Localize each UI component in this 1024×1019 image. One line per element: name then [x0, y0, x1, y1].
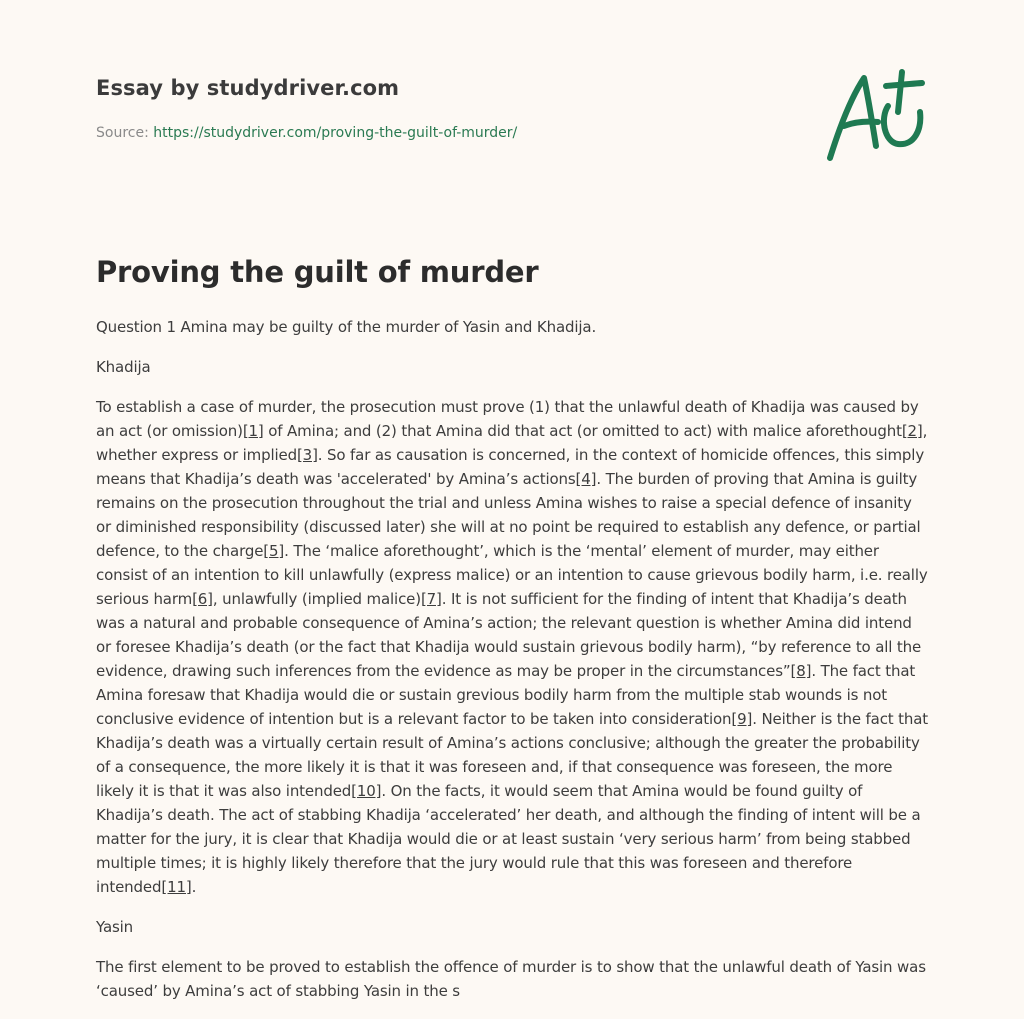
footnote-ref-8[interactable]: [8] — [790, 662, 812, 680]
footnote-ref-4[interactable]: [4] — [575, 470, 597, 488]
footnote-ref-6[interactable]: [6] — [192, 590, 213, 608]
a-plus-logo-icon — [822, 66, 930, 166]
source-line — [96, 125, 517, 141]
footnote-ref-11[interactable]: [11] — [161, 878, 192, 896]
footnote-ref-9[interactable]: [9] — [731, 710, 753, 728]
page-title: Proving the guilt of murder — [96, 255, 539, 289]
essay-body — [96, 315, 928, 1019]
khadija-paragraph: To establish a case of murder, the prosecution must prove (1) that the unlawful death of Khadija was caused by an act (or omission)[1] of Amina; and (2) that Amina did that act (or omitted to act) with malice aforethought[2], whether express or implied[3]. So far as causation is concerned, in the context of homicide offences, this simply means that Khadija’s death was 'accelerated' by Amina’s actions[4]. The burden of proving that Amina is guilty remains on the prosecution throughout the trial and unless Amina wishes to raise a special defence of insanity or diminished responsibility (discussed later) she will at no point be required to establish any defence, or partial defence, to the charge[5]. The ‘malice aforethought’, which is the ‘mental’ element of murder, may either consist of an intention to kill unlawfully (express malice) or an intention to cause grievous bodily harm, i.e. really serious harm[6], unlawfully (implied malice)[7]. It is not sufficient for the finding of intent that Khadija’s death was a natural and probable consequence of Amina’s action; the relevant question is whether Amina did intend or foresee Khadija’s death (or the fact that Khadija would sustain grievous bodily harm), “by reference to all the evidence, drawing such inferences from the evidence as may be proper in the circumstances”[8]. The fact that Amina foresaw that Khadija would die or sustain grevious bodily harm from the multiple stab wounds is not conclusive evidence of intention but is a relevant factor to be taken into consideration[9]. Neither is the fact that Khadija’s death was a virtually certain result of Amina’s actions conclusive; although the greater the probability of a consequence, the more likely it is that it was foreseen and, if that consequence was foreseen, the more likely it is that it was also intended[10]. On the facts, it would seem that Amina would be found guilty of Khadija’s death. The act of stabbing Khadija ‘accelerated’ her death, and although the finding of intent will be a matter for the jury, it is clear that Khadija would die or at least sustain ‘very serious harm’ from being stabbed multiple times; it is highly likely therefore that the jury would rule that this was foreseen and therefore intended[11]. — [96, 398, 929, 896]
source-label: Source: — [96, 125, 149, 141]
yasin-paragraph: The first element to be proved to establish the offence of murder is to show that the unlawful death of Yasin was ‘caused’ by Amina’s act of stabbing Yasin in the s — [96, 958, 926, 1000]
footnote-ref-1[interactable]: [1] — [242, 422, 264, 440]
essay-by-heading: Essay by studydriver.com — [96, 76, 400, 100]
footnote-ref-3[interactable]: [3] — [296, 446, 318, 464]
footnote-ref-10[interactable]: [10] — [351, 782, 382, 800]
intro-paragraph: Question 1 Amina may be guilty of the murder of Yasin and Khadija. — [96, 318, 597, 336]
source-link[interactable]: https://studydriver.com/proving-the-guilt-of-murder/ — [153, 125, 518, 141]
footnote-ref-7[interactable]: [7] — [420, 590, 442, 608]
a-plus-logo — [822, 66, 930, 166]
khadija-heading: Khadija — [96, 358, 151, 376]
footnote-ref-2[interactable]: [2] — [901, 422, 923, 440]
yasin-heading: Yasin — [96, 918, 134, 936]
footnote-ref-5[interactable]: [5] — [263, 542, 285, 560]
